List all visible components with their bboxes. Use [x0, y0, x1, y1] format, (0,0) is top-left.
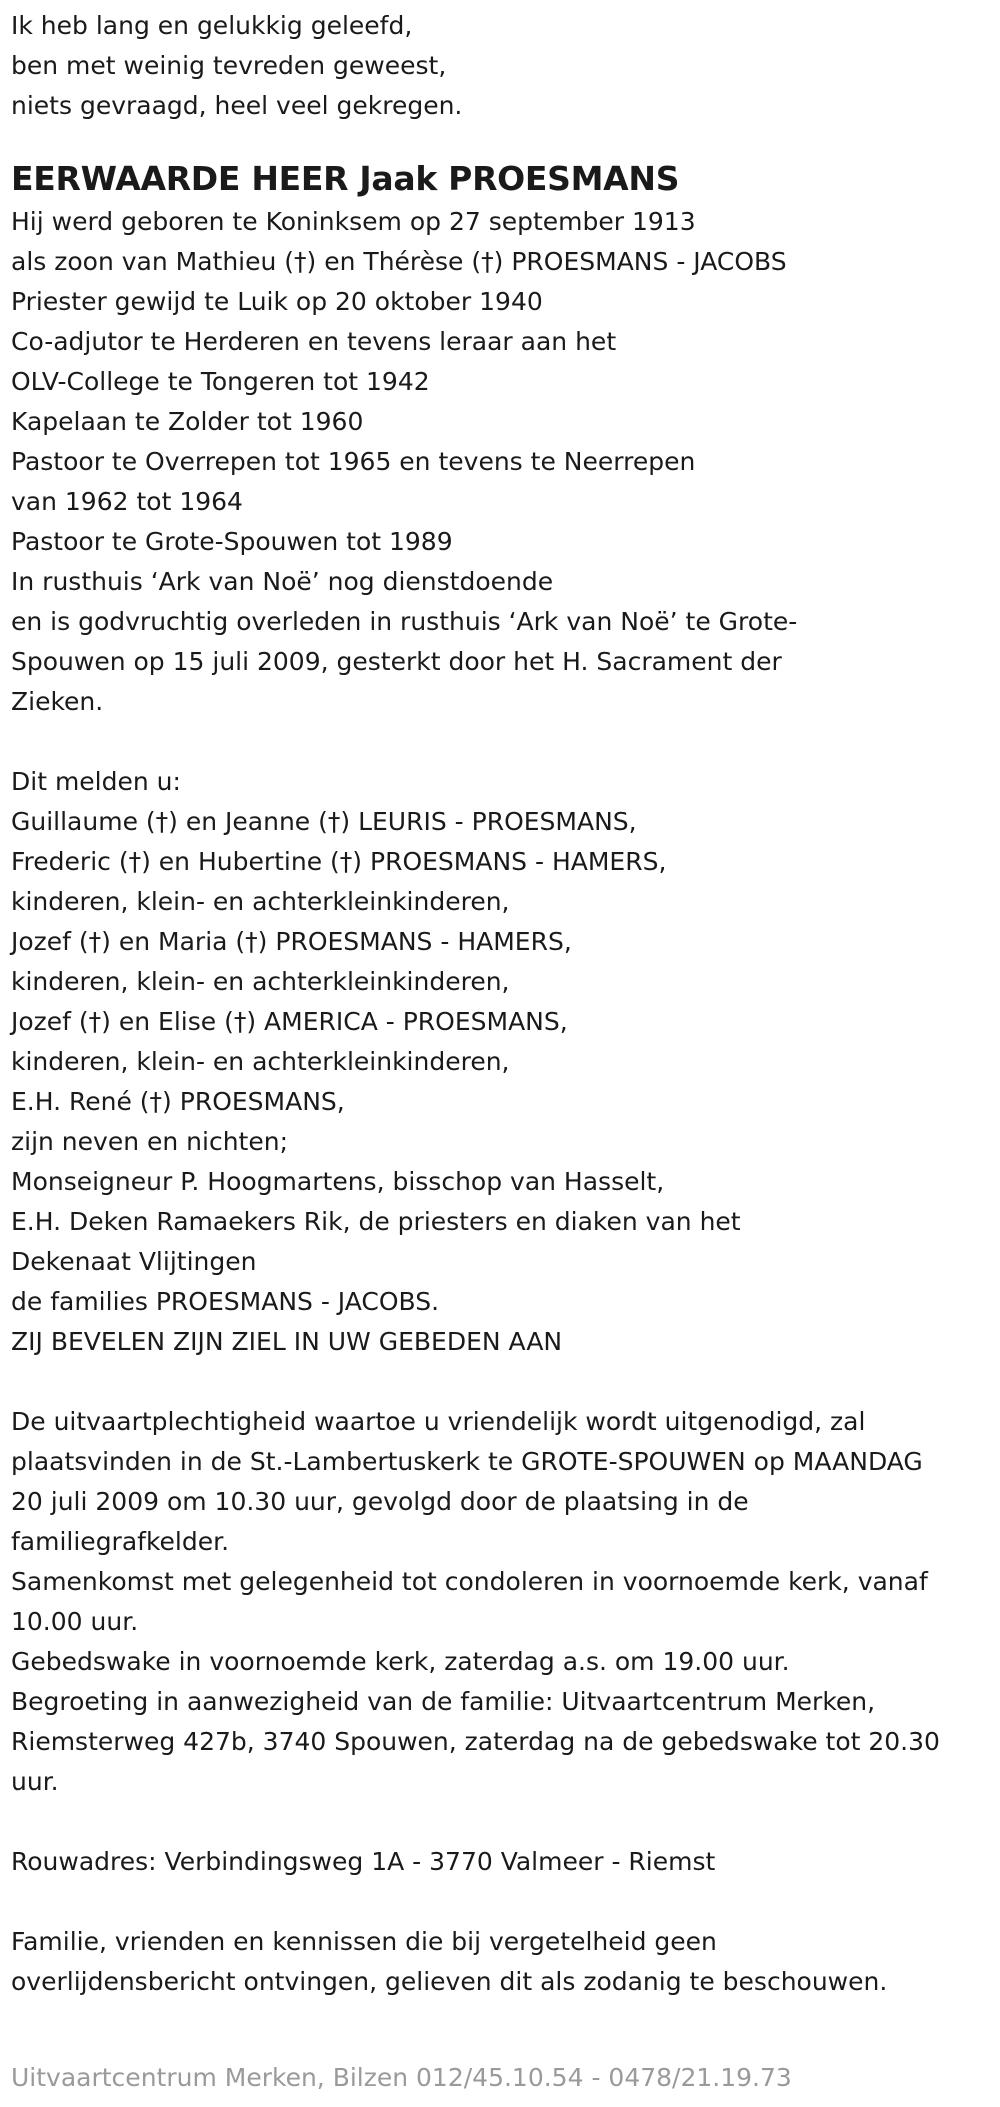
closing-section: [11, 1922, 1000, 2002]
biography-line: van 1962 tot 1964: [11, 487, 243, 516]
funeral-home-footer: Uitvaartcentrum Merken, Bilzen 012/45.10.54 - 0478/21.19.73: [11, 2063, 792, 2092]
announcer-line: Frederic (†) en Hubertine (†) PROESMANS - HAMERS,: [11, 847, 667, 876]
section-spacer: [11, 1802, 1000, 1842]
biography-line: Priester gewijd te Luik op 20 oktober 1940: [11, 287, 543, 316]
poem-line: niets gevraagd, heel veel gekregen.: [11, 91, 463, 120]
announcer-line: E.H. Deken Ramaekers Rik, de priesters en diaken van het: [11, 1207, 741, 1236]
section-spacer: [11, 1362, 1000, 1402]
biography-line: Spouwen op 15 juli 2009, gesterkt door het H. Sacrament der: [11, 647, 782, 676]
biography-line: OLV-College te Tongeren tot 1942: [11, 367, 430, 396]
funeral-line: De uitvaartplechtigheid waartoe u vriendelijk wordt uitgenodigd, zal: [11, 1407, 866, 1436]
funeral-line: familiegrafkelder.: [11, 1527, 230, 1556]
closing-line: Familie, vrienden en kennissen die bij vergetelheid geen: [11, 1927, 717, 1956]
deceased-name-heading: EERWAARDE HEER Jaak PROESMANS: [11, 159, 680, 198]
funeral-line: Gebedswake in voornoemde kerk, zaterdag a.s. om 19.00 uur.: [11, 1647, 790, 1676]
biography-line: en is godvruchtig overleden in rusthuis ‘Ark van Noë’ te Grote-: [11, 607, 798, 636]
biography-section: [11, 202, 1000, 722]
funeral-line: Samenkomst met gelegenheid tot condoleren in voornoemde kerk, vanaf: [11, 1567, 928, 1596]
opening-poem: [11, 6, 1000, 126]
announcer-line: Dekenaat Vlijtingen: [11, 1247, 257, 1276]
funeral-line: 10.00 uur.: [11, 1607, 139, 1636]
announcer-line: kinderen, klein- en achterkleinkinderen,: [11, 967, 510, 996]
section-spacer: [11, 1882, 1000, 1922]
announcer-line: kinderen, klein- en achterkleinkinderen,: [11, 1047, 510, 1076]
biography-line: Hij werd geboren te Koninksem op 27 september 1913: [11, 207, 696, 236]
poem-line: ben met weinig tevreden geweest,: [11, 51, 447, 80]
biography-line: als zoon van Mathieu (†) en Thérèse (†) PROESMANS - JACOBS: [11, 247, 787, 276]
closing-line: overlijdensbericht ontvingen, gelieven dit als zodanig te beschouwen.: [11, 1967, 888, 1996]
poem-line: Ik heb lang en gelukkig geleefd,: [11, 11, 413, 40]
announcer-line: Dit melden u:: [11, 767, 181, 796]
announcer-line: kinderen, klein- en achterkleinkinderen,: [11, 887, 510, 916]
announcers-section: [11, 762, 1000, 1362]
funeral-line: 20 juli 2009 om 10.30 uur, gevolgd door de plaatsing in de: [11, 1487, 749, 1516]
announcer-line: ZIJ BEVELEN ZIJN ZIEL IN UW GEBEDEN AAN: [11, 1327, 563, 1356]
funeral-line: Begroeting in aanwezigheid van de familie: Uitvaartcentrum Merken,: [11, 1687, 876, 1716]
announcer-line: Guillaume (†) en Jeanne (†) LEURIS - PROESMANS,: [11, 807, 637, 836]
funeral-line: Riemsterweg 427b, 3740 Spouwen, zaterdag na de gebedswake tot 20.30: [11, 1727, 940, 1756]
mourning-address: Rouwadres: Verbindingsweg 1A - 3770 Valmeer - Riemst: [11, 1847, 716, 1876]
funeral-line: plaatsvinden in de St.-Lambertuskerk te GROTE-SPOUWEN op MAANDAG: [11, 1447, 923, 1476]
announcer-line: Jozef (†) en Maria (†) PROESMANS - HAMERS,: [11, 927, 572, 956]
funeral-line: uur.: [11, 1767, 59, 1796]
announcer-line: zijn neven en nichten;: [11, 1127, 289, 1156]
biography-line: Kapelaan te Zolder tot 1960: [11, 407, 364, 436]
announcer-line: de families PROESMANS - JACOBS.: [11, 1287, 440, 1316]
biography-line: Pastoor te Overrepen tot 1965 en tevens te Neerrepen: [11, 447, 696, 476]
biography-line: Pastoor te Grote-Spouwen tot 1989: [11, 527, 453, 556]
funeral-details-section: [11, 1402, 1000, 1802]
announcer-line: Monseigneur P. Hoogmartens, bisschop van Hasselt,: [11, 1167, 665, 1196]
announcer-line: E.H. René (†) PROESMANS,: [11, 1087, 345, 1116]
biography-line: In rusthuis ‘Ark van Noë’ nog dienstdoende: [11, 567, 554, 596]
announcer-line: Jozef (†) en Elise (†) AMERICA - PROESMANS,: [11, 1007, 568, 1036]
biography-line: Zieken.: [11, 687, 104, 716]
section-spacer: [11, 722, 1000, 762]
biography-line: Co-adjutor te Herderen en tevens leraar aan het: [11, 327, 617, 356]
